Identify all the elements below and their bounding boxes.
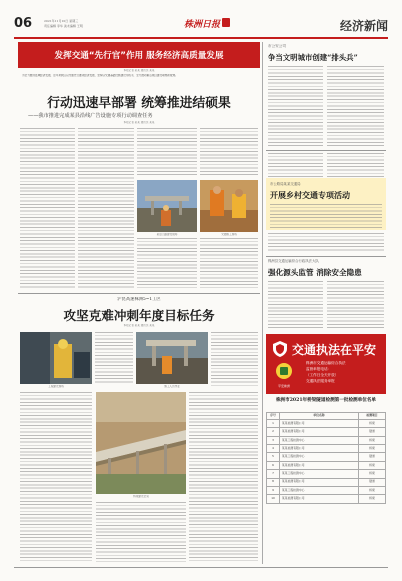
table-row <box>267 495 386 503</box>
table-header-row <box>267 413 386 420</box>
table-cell: 6 <box>267 461 280 469</box>
date-line: 2021年11月10日 星期三 <box>44 19 79 23</box>
second-photo-3 <box>96 392 186 494</box>
table-cell: 某某检测有限公司 <box>280 461 359 469</box>
table-header-cell: 检测项目 <box>359 413 386 420</box>
second-byline: 本报记者 某某 通讯员 某某 <box>123 324 155 327</box>
table-cell: 某某检测有限公司 <box>280 428 359 436</box>
ad-block <box>266 334 386 394</box>
ad-title: 交通执法在平安 <box>292 343 377 357</box>
table-cell: 某某工程检测中心 <box>280 486 359 494</box>
lead-divider <box>18 293 260 294</box>
table-row <box>267 419 386 427</box>
right-mid2-body-1 <box>268 281 323 329</box>
intro-text: 为全力推进县域经济发展，近年来我区以交通先行推动经济发展，坚持以交通基础设施建设为抓手，全力推动重点项目建设取得新成效。 <box>22 74 178 77</box>
ad-line-2: 监督举报电话： <box>306 367 332 371</box>
second-photo-1 <box>20 332 92 384</box>
second-body-col-a <box>95 332 133 384</box>
table-cell: 某某工程检测中心 <box>280 470 359 478</box>
banner <box>18 42 260 68</box>
right-top-body-2 <box>327 66 384 146</box>
second-body-col-e <box>189 392 258 562</box>
logo-mark-icon <box>222 18 230 27</box>
table-cell: 某某检测有限公司 <box>280 478 359 486</box>
second-photo-2-caption: 施工人员作业 <box>164 385 180 388</box>
table-cell: 桥梁 <box>359 419 386 427</box>
right-top-title: 争当文明城市创建“排头兵” <box>268 53 358 62</box>
table-row <box>267 478 386 486</box>
table-cell: 桥梁 <box>359 436 386 444</box>
second-body-col-b <box>211 332 258 388</box>
right-top-body-1 <box>268 66 323 146</box>
logo <box>184 15 230 31</box>
lead-body-col-6 <box>200 238 258 288</box>
right-mid-box-body <box>270 204 382 228</box>
second-kicker: 沪昆高速株洲5~1工区 <box>117 297 161 302</box>
ad-line-4: 交通执法服务举报 <box>306 379 335 383</box>
table-cell: 桥梁 <box>359 486 386 494</box>
masthead-rule <box>14 37 388 39</box>
table-cell: 某某工程检测中心 <box>280 453 359 461</box>
ad-badge-label: 平安株洲 <box>277 384 290 388</box>
page-bottom-rule <box>14 567 388 568</box>
second-photo-3-caption: 桥梁建设全景 <box>133 495 149 498</box>
right-divider-2 <box>266 256 386 257</box>
table-cell: 3 <box>267 436 280 444</box>
right-divider-1 <box>266 150 386 151</box>
right-mid2-body-2 <box>327 281 384 329</box>
table-row <box>267 428 386 436</box>
table-cell: 4 <box>267 445 280 453</box>
lead-photo-1-caption: 某县公路建设现场 <box>156 233 178 236</box>
second-photo-1-caption: 工程建设现场 <box>48 385 64 388</box>
editor-line: 责任编辑 李华 美术编辑 王明 <box>44 24 83 28</box>
table-row <box>267 470 386 478</box>
masthead <box>14 14 388 36</box>
table-header-cell: 序号 <box>267 413 280 420</box>
table-cell: 桥梁 <box>359 495 386 503</box>
table-cell: 桥梁 <box>359 470 386 478</box>
second-title: 攻坚克难冲刺年度目标任务 <box>63 308 215 323</box>
table-cell: 7 <box>267 470 280 478</box>
table-cell: 某某检测有限公司 <box>280 419 359 427</box>
second-body-col-c <box>20 392 92 562</box>
table-cell: 5 <box>267 453 280 461</box>
ad-badge-icon <box>274 362 294 384</box>
right-mid-body-left <box>268 153 323 177</box>
logo-text: 株洲日报 <box>184 20 221 30</box>
section-name: 经济新闻 <box>339 19 388 33</box>
table-row <box>267 486 386 494</box>
table-row <box>267 453 386 461</box>
table-cell: 某某工程检测中心 <box>280 436 359 444</box>
lead-subtitle: ——我市推进完成某县沿线广告设施专项行动调查任务 <box>28 113 153 119</box>
table-title: 株洲市2021年桥梁隧道检测第一批检测单位名单 <box>275 398 377 403</box>
lead-photo-1 <box>137 180 197 232</box>
table-cell: 桥梁 <box>359 445 386 453</box>
second-photo-2 <box>136 332 208 384</box>
table-cell: 隧道 <box>359 428 386 436</box>
right-mid-body-right <box>327 153 384 177</box>
table-cell: 隧道 <box>359 478 386 486</box>
lead-body-col-1 <box>20 128 75 288</box>
lead-byline: 本报记者 某某 通讯员 某某 <box>123 121 155 124</box>
right-mid-title: 开展乡村交通专项活动 <box>270 190 350 200</box>
table-row <box>267 461 386 469</box>
right-top-kicker: 市公安公司 <box>268 44 286 48</box>
banner-byline: 本报记者 某某 通讯员 某某 <box>123 69 155 72</box>
table-row <box>267 445 386 453</box>
lead-body-col-5 <box>137 238 197 288</box>
right-mid-box <box>266 178 386 230</box>
ad-shield-icon <box>273 341 287 357</box>
table-cell: 桥梁 <box>359 461 386 469</box>
lead-body-col-3 <box>137 128 197 176</box>
lead-photo-2 <box>200 180 258 232</box>
ad-line-3: （工作日全天开放） <box>306 373 339 377</box>
right-mid2-kicker: 株洲县交通运输综合行政执法大队 <box>268 259 319 263</box>
banner-text: 发挥交通“先行官”作用 服务经济高质量发展 <box>54 51 224 61</box>
right-mid-body-2 <box>268 233 384 253</box>
ad-line-1: 株洲市交通运输综合执法 <box>306 361 346 365</box>
table-cell: 某某检测有限公司 <box>280 495 359 503</box>
table-header-cell: 单位名称 <box>280 413 359 420</box>
table-cell: 2 <box>267 428 280 436</box>
table-cell: 10 <box>267 495 280 503</box>
inspection-table <box>266 412 386 504</box>
second-body-col-d <box>96 502 186 562</box>
table-cell: 某某检测有限公司 <box>280 445 359 453</box>
lead-body-col-4 <box>200 128 258 176</box>
column-divider <box>262 42 263 564</box>
lead-photo-2-caption: 交通施工现场 <box>221 233 237 236</box>
table-cell: 隧道 <box>359 453 386 461</box>
table-cell: 1 <box>267 419 280 427</box>
lead-body-col-2 <box>78 128 134 288</box>
table-cell: 9 <box>267 486 280 494</box>
table-row <box>267 436 386 444</box>
lead-title: 行动迅速早部署 统筹推进结硕果 <box>47 96 231 111</box>
right-mid2-title: 强化源头监管 消除安全隐患 <box>268 268 362 277</box>
table-cell: 8 <box>267 478 280 486</box>
right-mid-kicker: 市公路局某某交通局 <box>270 182 301 186</box>
page-number: 06 <box>14 16 33 31</box>
